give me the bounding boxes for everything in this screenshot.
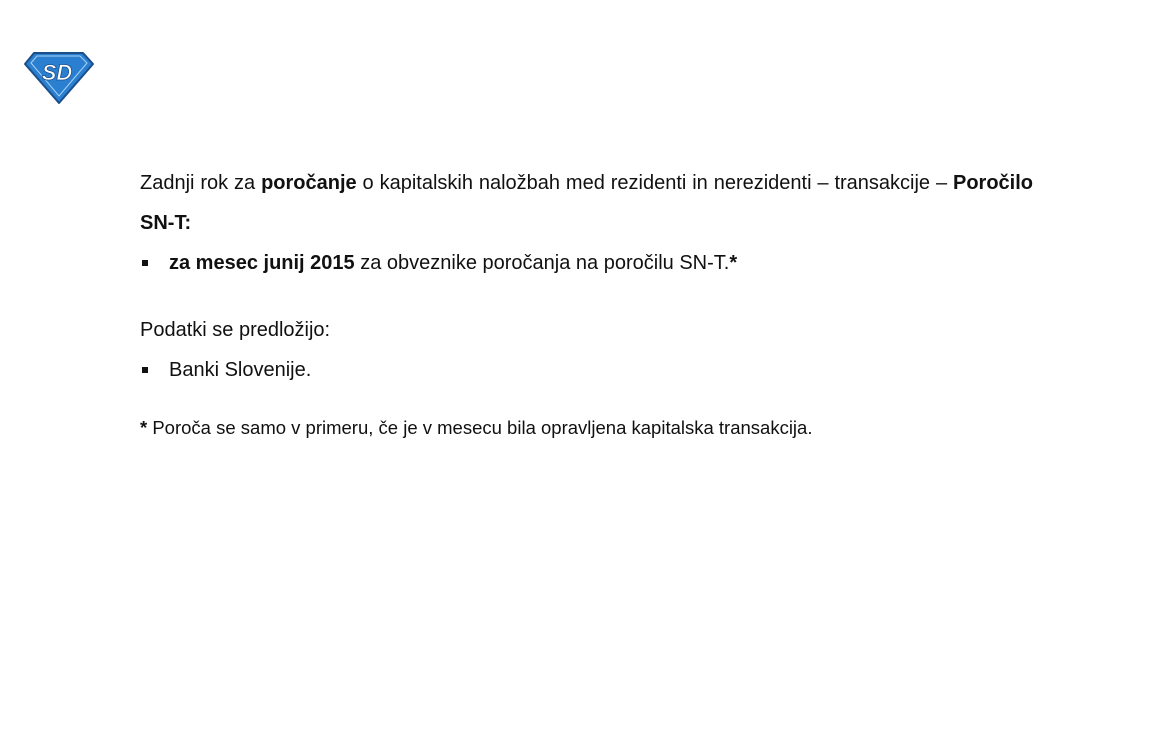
deadline-bullet-text: za obveznike poročanja na poročilu SN-T.: [354, 252, 730, 274]
logo-letters: SD: [41, 60, 73, 85]
deadline-month: za mesec junij 2015: [169, 252, 355, 274]
footnote-asterisk: *: [140, 417, 148, 438]
deadline-paragraph: [140, 163, 1033, 243]
square-bullet-icon: [142, 260, 148, 266]
deadline-text-middle: o kapitalskih naložbah med rezidenti in nerezidenti – transakcije –: [356, 172, 953, 194]
submission-recipient: Banki Slovenije.: [169, 359, 312, 381]
square-bullet-icon: [142, 367, 148, 373]
deadline-text-start: Zadnji rok za: [140, 172, 262, 194]
footnote-text: Poroča se samo v primeru, če je v mesecu bila opravljena kapitalska transakcija.: [147, 417, 813, 438]
deadline-asterisk: *: [729, 252, 738, 274]
sd-shield-logo-icon: [22, 49, 95, 105]
submission-intro: Podatki se predložijo:: [140, 319, 331, 341]
document-body: [140, 163, 1033, 440]
deadline-bullet: [140, 243, 1033, 283]
submission-bullet: [140, 350, 1033, 390]
bold-reporting: poročanje: [261, 172, 357, 194]
footnote: [140, 416, 1033, 440]
report-name: Poročilo SN-T:: [140, 172, 1033, 234]
